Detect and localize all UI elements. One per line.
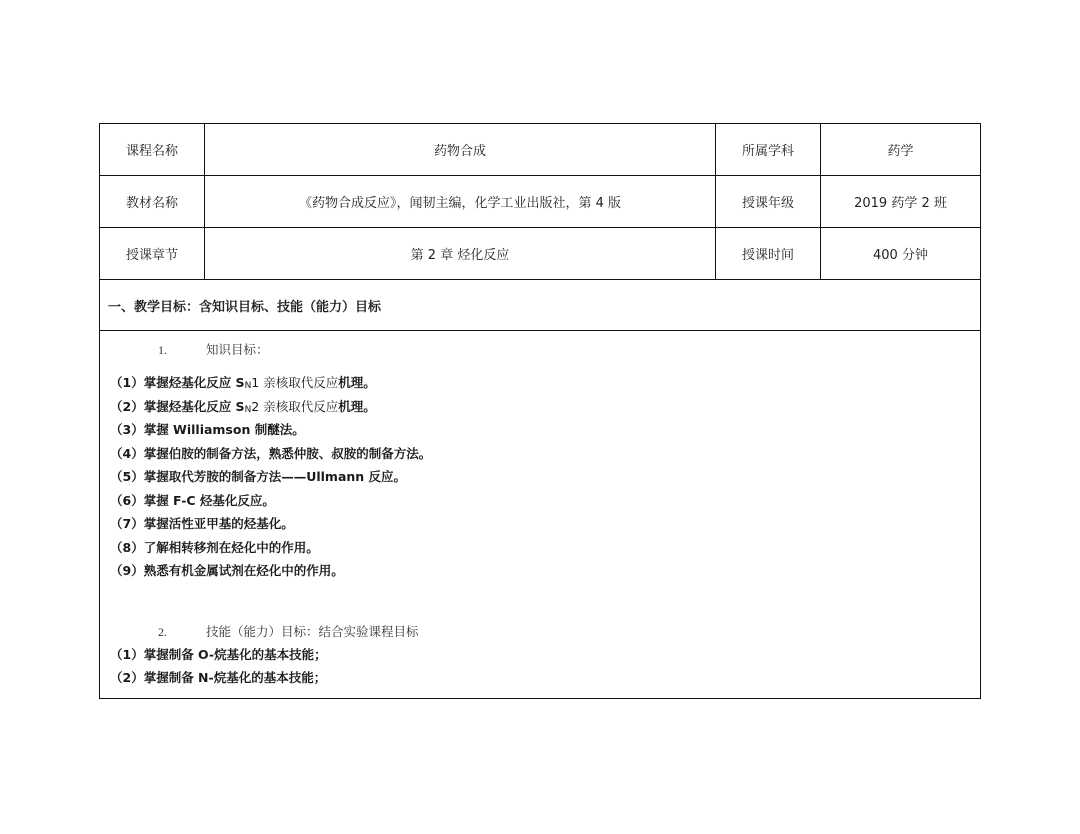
spacer (110, 583, 970, 621)
label-textbook: 教材名称 (100, 176, 205, 228)
value-duration: 400 分钟 (821, 228, 981, 280)
list-item: （2）掌握制备 N-烷基化的基本技能； (110, 670, 327, 685)
value-textbook: 《药物合成反应》，闻韧主编，化学工业出版社，第 4 版 (205, 176, 716, 228)
list-item: （5）掌握取代芳胺的制备方法——Ullmann 反应。 (110, 469, 407, 484)
list-item: （1）掌握烃基化反应 SN1 亲核取代反应机理。 (110, 375, 376, 391)
list-item: （8）了解相转移剂在烃化中的作用。 (110, 539, 319, 555)
value-course-name: 药物合成 (205, 124, 716, 176)
label-grade: 授课年级 (716, 176, 821, 228)
list-item: （3）掌握 Williamson 制醚法。 (110, 422, 305, 437)
label-discipline: 所属学科 (716, 124, 821, 176)
label-course-name: 课程名称 (100, 124, 205, 176)
knowledge-heading-text: 知识目标： (206, 342, 269, 357)
skills-heading (110, 621, 970, 643)
skills-num: 2. (158, 624, 167, 639)
course-info-table (99, 123, 981, 699)
skills-heading-text: 技能（能力）目标：结合实验课程目标 (206, 623, 419, 639)
goals-content (100, 331, 981, 699)
table-row (100, 280, 981, 331)
value-discipline: 药学 (821, 124, 981, 176)
list-item: （6）掌握 F-C 烃基化反应。 (110, 492, 275, 508)
knowledge-heading (110, 339, 970, 361)
section-title: 一、教学目标：含知识目标、技能（能力）目标 (100, 280, 981, 331)
table-row (100, 228, 981, 280)
table-row (100, 176, 981, 228)
value-chapter: 第 2 章 烃化反应 (205, 228, 716, 280)
list-item: （1）掌握制备 O-烷基化的基本技能； (110, 646, 327, 662)
list-item: （9）熟悉有机金属试剂在烃化中的作用。 (110, 563, 344, 578)
list-item: （2）掌握烃基化反应 SN2 亲核取代反应机理。 (110, 398, 376, 415)
value-grade: 2019 药学 2 班 (821, 176, 981, 228)
list-item: （7）掌握活性亚甲基的烃基化。 (110, 516, 294, 531)
label-duration: 授课时间 (716, 228, 821, 280)
knowledge-num: 1. (158, 343, 167, 357)
table-row (100, 124, 981, 176)
table-row (100, 331, 981, 699)
label-chapter: 授课章节 (100, 228, 205, 280)
list-item: （4）掌握伯胺的制备方法，熟悉仲胺、叔胺的制备方法。 (110, 445, 432, 461)
